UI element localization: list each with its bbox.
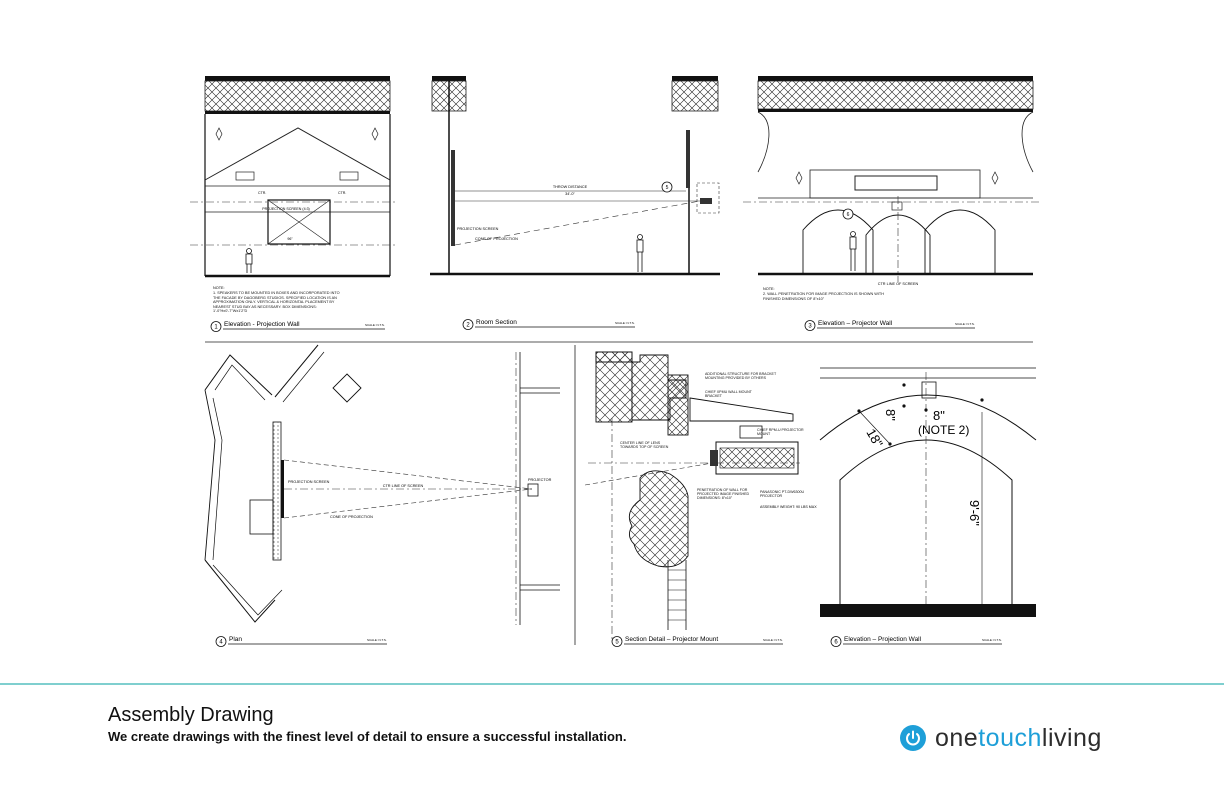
plan-cone-label: CONE OF PROJECTION <box>330 515 373 519</box>
scale-label: SCALE: N.T.S. <box>367 638 387 642</box>
view-title-text: Elevation – Projection Wall <box>844 636 922 643</box>
view-3-elevation-projector-wall <box>743 76 1040 306</box>
column-diamond <box>333 374 361 402</box>
throw-value-label: 34'-0" <box>565 192 575 196</box>
dim-9-6-label: 9'-6" <box>967 500 982 526</box>
view-5-section-detail-projector-mount <box>585 352 820 640</box>
view-number: 2 <box>466 322 470 329</box>
view-title-text: Plan <box>229 636 243 643</box>
view-number: 4 <box>219 639 223 646</box>
brand-part-one: one <box>935 723 979 752</box>
scale-label: SCALE: N.T.S. <box>365 323 385 327</box>
note-2-callout: (NOTE 2) <box>918 423 970 437</box>
view-1-elevation-projection-wall <box>190 76 398 315</box>
note-2-title: NOTE: <box>763 287 775 291</box>
dim-8-label-vertical: 8" <box>883 409 898 421</box>
assembly-weight-note: ASSEMBLY WEIGHT: 90 LBS MAX <box>760 505 817 509</box>
view-2-room-section <box>430 76 720 274</box>
note-2-text: 2. WALL PENETRATION FOR IMAGE PROJECTION IS SHOWN WITH FINISHED DIMENSIONS OF 8"x10" <box>763 292 884 301</box>
power-icon <box>900 725 926 751</box>
brand-wordmark <box>935 724 1102 753</box>
throw-distance-label: THROW DISTANCE <box>552 185 588 189</box>
view-4-plan <box>205 345 560 625</box>
svg-text:5: 5 <box>665 185 669 191</box>
penetration-note: PENETRATION OF WALL FOR PROJECTED IMAGE FINISHED DIMENSIONS: 8"x10" <box>697 488 750 501</box>
svg-text:6: 6 <box>846 212 850 218</box>
center-line-lens-note: CENTER LINE OF LENS TOWARDS TOP OF SCREEN <box>620 441 669 450</box>
human-figure-icon <box>637 235 643 273</box>
scale-label: SCALE: N.T.S. <box>982 638 1002 642</box>
chief-wall-bracket-note: CHIEF XPMU WALL MOUNT BRACKET <box>705 390 752 399</box>
footer-subtitle: We create drawings with the finest level of detail to ensure a successful installation. <box>108 729 627 744</box>
view-title-3 <box>805 320 975 331</box>
view-title-text: Room Section <box>476 319 517 326</box>
human-figure-icon <box>246 249 252 274</box>
panasonic-projector-note: PANASONIC PT-DW6300U PROJECTOR <box>760 490 805 499</box>
ctr-label-a: CTR. <box>258 191 267 195</box>
dim-96-label: 96" <box>287 237 293 241</box>
ctr-line-label-3: CTR LINE OF SCREEN <box>877 282 919 286</box>
chief-projector-mount-note: CHIEF RPM-U PROJECTOR MOUNT <box>757 428 804 437</box>
plan-ctr-line-label: CTR LINE OF SCREEN <box>382 484 424 488</box>
human-figure-icon <box>850 232 856 272</box>
view-title-5 <box>612 636 783 647</box>
footer-title: Assembly Drawing <box>108 704 274 726</box>
view-number: 3 <box>808 323 812 330</box>
dim-18-label: 18" <box>863 426 886 451</box>
view-title-1 <box>211 321 385 332</box>
view-number: 5 <box>615 639 619 646</box>
scale-label: SCALE: N.T.S. <box>763 638 783 642</box>
view-title-text: Elevation – Projector Wall <box>818 320 893 327</box>
scale-label: SCALE: N.T.S. <box>955 322 975 326</box>
view-title-6 <box>831 636 1002 647</box>
brand-logo <box>900 722 1102 754</box>
note-1-text: 1. SPEAKERS TO BE MOUNTED IN BOXES AND INCORPORATED INTO THE FACADE BY DAGOBERG STUDIOS. SPECIFIED LOCATION IS AN APPROXIMATION ONLY. VERTICAL & HORIZONTAL PLACEMENT BY NEAREST STUD BAY AS NECESSARY. BOX DIMENSIONS: 1'-0"Hx0'-7"Wx1'2"D <box>213 291 340 314</box>
ctr-label-b: CTR. <box>338 191 347 195</box>
brand-part-living: living <box>1041 723 1102 752</box>
plan-screen-label: PROJECTION SCREEN <box>288 480 330 484</box>
additional-structure-note: ADDITIONAL STRUCTURE FOR BRACKET MOUNTING PROVIDED BY OTHERS <box>705 372 777 381</box>
view-title-text: Elevation - Projection Wall <box>224 321 300 328</box>
plan-projector-label: PROJECTOR <box>528 478 552 482</box>
cone-label-2: CONE OF PROJECTION <box>475 237 518 241</box>
view-title-4 <box>216 636 387 647</box>
view-number: 1 <box>214 324 218 331</box>
view-title-2 <box>463 319 635 330</box>
view-title-text: Section Detail – Projector Mount <box>625 636 719 643</box>
dim-8-label: 8" <box>933 408 945 423</box>
view-6-elevation-projection-wall <box>820 368 1036 617</box>
projection-screen-label: PROJECTION SCREEN (4:3) <box>262 207 310 211</box>
note-1-title: NOTE: <box>213 286 225 290</box>
footer-divider <box>0 683 1224 685</box>
brand-part-touch: touch <box>978 723 1042 752</box>
view-number: 6 <box>834 639 838 646</box>
projection-screen-label-2: PROJECTION SCREEN <box>457 227 499 231</box>
scale-label: SCALE: N.T.S. <box>615 321 635 325</box>
